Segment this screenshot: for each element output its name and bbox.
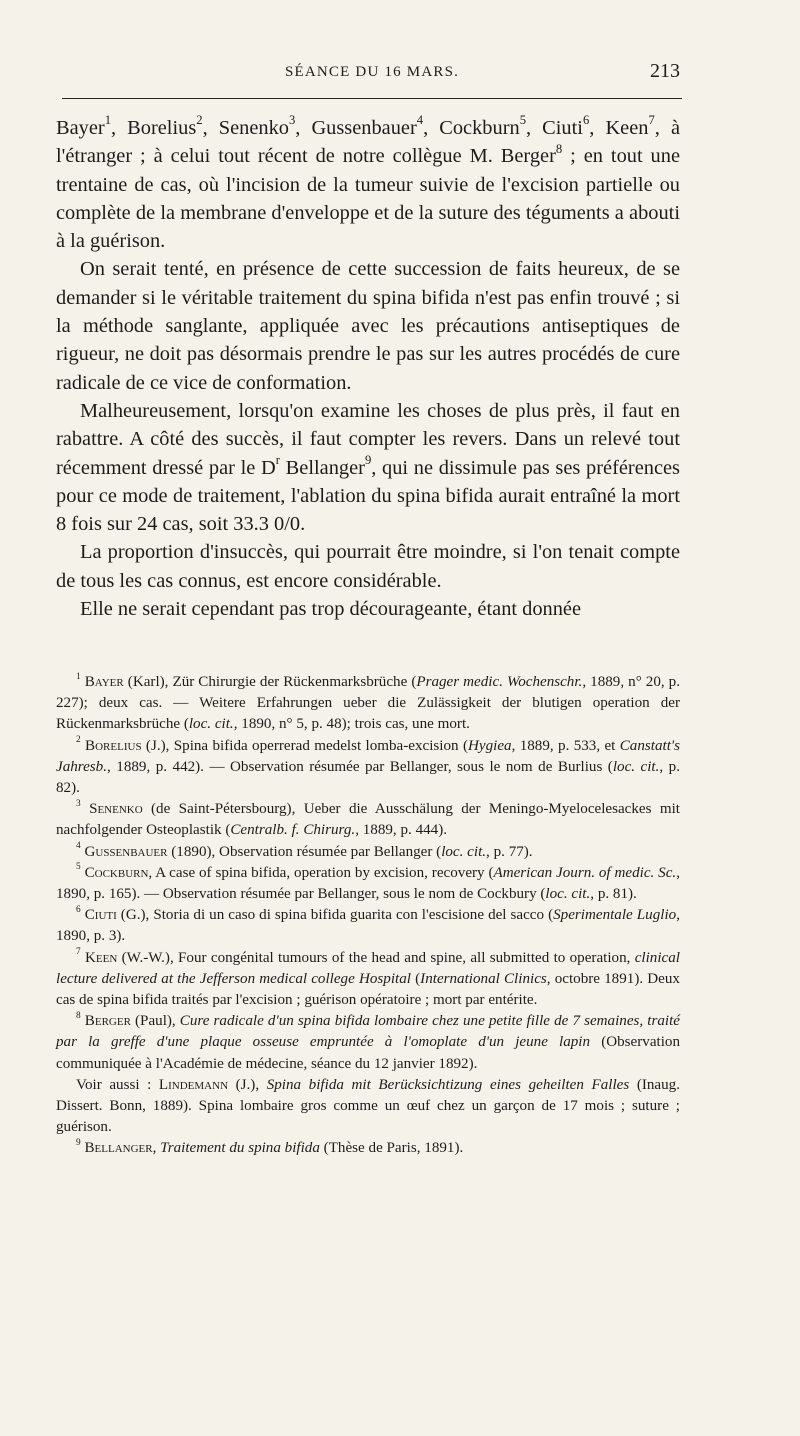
text-span: (W.-W.), Four congénital tumours of the head and spine, all submitted to operation, [117,949,635,966]
text-span: (Thèse de Paris, 1891). [319,1140,464,1157]
citation-title: Sperimentale Luglio [553,907,677,924]
text-span: (de Saint-Pétersbourg), Ueber die Ausschälung der Meningo-Myelocelesackes mit nachfolgender Osteoplastik ( [56,801,680,839]
footnote-1 [56,672,680,736]
footnote-author: Berger [84,1013,131,1030]
footnote-number: 7 [76,947,81,958]
footnote-author: Ciuti [84,907,117,924]
footnote-author: Lindemann [158,1076,229,1093]
text-span: , p. 77). [486,843,533,860]
text-span: , Keen [589,117,649,139]
text-span: , A case of spina bifida, operation by excision, recovery ( [148,864,494,881]
text-span: (G.), Storia di un caso di spina bifida guarita con l'escisione del sacco ( [116,907,554,924]
footnote-ref-2: 2 [196,113,203,128]
text-span: , 1889, p. 533, et [511,737,620,754]
citation-title: Spina bifida mit Berücksichtizung eines geheilten Falles [266,1076,630,1093]
text-span: , p. 82). [56,758,680,797]
footnote-ref-7: 7 [648,113,655,128]
text-span: , [152,1140,161,1157]
text-span: Malheureusement, lorsqu'on examine les choses de plus près, il faut en rabattre. A côté des succès, il faut compter les revers. Dans un relevé tout récemment dressé par le D [56,399,680,479]
footnote-4 [56,842,680,863]
text-span: (J.), Spina bifida operrerad medelst lomba-excision ( [141,737,468,754]
text-span: , 1890, n° 5, p. 48); trois cas, une mort. [233,716,470,733]
footnote-3 [56,799,680,841]
text-span: , 1890, p. 165). — Observation résumée par Bellanger, sous le nom de Cockbury ( [56,864,680,903]
footnote-number: 1 [76,671,81,682]
text-span: Bayer [56,117,105,139]
text-span: ; en tout une trentaine de cas, où l'incision de la tumeur suivie de l'excision partielle ou complète de la membrane d'enveloppe et de la suture des téguments a abouti à la guérison. [56,145,680,253]
paragraph-3 [56,397,680,538]
text-span: , Gussenbauer [295,117,417,139]
footnote-5 [56,863,680,905]
footnote-number: 4 [76,841,81,852]
doctor-abbrev-sup: r [275,452,280,467]
text-span: (Paul), [130,1013,180,1030]
footnote-author: Gussenbauer [84,843,168,860]
footnote-ref-1: 1 [104,113,111,128]
footnote-author: Senenko [89,801,143,818]
citation-title: International Clinics [420,970,547,987]
footnote-6 [56,905,680,947]
page-number: 213 [650,60,680,82]
footnotes [56,672,680,1160]
citation-title: Traitement du spina bifida [160,1140,320,1157]
footnote-author: Bayer [84,674,124,690]
footnote-number: 3 [76,798,81,809]
text-span: , p. 81). [590,886,637,903]
text-span: , 1889, p. 442). — Observation résumée par Bellanger, sous le nom de Burlius ( [107,758,613,775]
footnote-author: Keen [85,949,118,966]
citation-title: Hygiea [467,737,512,754]
footnote-ref-6: 6 [582,113,590,128]
footnote-9 [56,1138,680,1159]
footnote-ref-8: 8 [555,141,563,156]
text-span: (Observation communiquée à l'Académie de médecine, séance du 12 janvier 1892). [56,1034,680,1072]
text-span: , Ciuti [526,117,583,139]
footnote-number: 8 [76,1010,81,1021]
footnote-author: Borelius [85,737,142,754]
citation-title: loc. cit. [188,716,234,733]
text-span: (J.), [228,1076,267,1093]
text-span: , 1890, p. 3). [56,907,680,945]
paragraph-2: On serait tenté, en présence de cette succession de faits heureux, de se demander si le véritable traitement du spina bifida n'est pas enfin trouvé ; si la méthode sanglante, appliquée avec les précautions antiseptiques de rigueur, ne doit pas désormais prendre le pas sur les autres procédés de cure radicale de ce vice de conformation. [56,258,680,394]
header-rule [62,98,682,99]
text-span: , Cockburn [423,117,520,139]
footnote-2 [56,736,680,800]
citation-title: Prager medic. Wochenschr. [416,674,583,690]
text-span: Bellanger [279,456,365,479]
paragraph-4: La proportion d'insuccès, qui pourrait être moindre, si l'on tenait compte de tous les cas connus, est encore considérable. [56,541,680,592]
page-header [62,60,682,92]
text-span: Voir aussi : [76,1076,159,1093]
text-span: , Borelius [111,117,197,139]
citation-title: Canstatt's Jahresb. [56,737,680,775]
footnote-number: 2 [76,735,81,746]
footnote-author: Bellanger [84,1140,153,1157]
text-span: , 1889, n° 20, p. 227); deux cas. — Weitere Erfahrungen ueber die Zulässigkeit der blutigen operation der Rückenmarksbrüche ( [56,674,680,733]
footnote-8-see-also [56,1075,680,1139]
citation-title: American Journ. of medic. Sc. [493,864,677,881]
citation-title: Cure radicale d'un spina bifida lombaire chez une petite fille de 7 semaines, traité par la greffe d'une plaque osseuse empruntée à l'omoplate d'un jeune lapin [56,1013,680,1051]
text-span: (Karl), Zür Chirurgie der Rückenmarksbrüche ( [123,674,417,690]
citation-title: loc. cit. [545,886,591,903]
text-span: (Inaug. Dissert. Bonn, 1889). Spina lombaire gros comme un œuf chez un garçon de 17 mois ; suture ; guérison. [56,1076,680,1136]
footnote-ref-5: 5 [519,113,526,128]
citation-title: loc. cit. [441,843,487,860]
paragraph-1 [56,114,680,255]
footnote-number: 5 [76,862,81,873]
footnote-number: 9 [76,1138,81,1149]
text-span: , octobre 1891). Deux cas de spina bifida traités par l'excision ; guérison opératoire ; mort par entérite. [56,970,680,1009]
footnote-ref-9: 9 [364,452,372,467]
footnote-7 [56,948,680,1012]
text-span: , 1889, p. 444). [355,822,448,839]
footnote-ref-3: 3 [288,113,296,128]
footnote-8 [56,1011,680,1075]
footnote-ref-4: 4 [416,113,424,128]
text-span: , qui ne dissimule pas ses préférences pour ce mode de traitement, l'ablation du spina bifida aurait entraîné la mort 8 fois sur 24 cas, soit 33.3 0/0. [56,456,680,536]
citation-title: loc. cit. [612,758,660,775]
main-text [56,114,680,623]
running-head: SÉANCE DU 16 MARS. [284,64,460,80]
footnote-number: 6 [76,904,81,915]
footnote-author: Cockburn [84,864,149,881]
citation-title: Centralb. f. Chirurg. [230,822,356,839]
paragraph-5: Elle ne serait cependant pas trop décourageante, étant donnée [80,598,582,621]
text-span: ( [410,970,421,987]
citation-title: clinical lecture delivered at the Jefferson medical college Hospital [56,949,680,987]
text-span: (1890), Observation résumée par Bellanger ( [167,843,442,860]
text-span: , Senenko [202,117,289,139]
text-span: , à l'étranger ; à celui tout récent de notre collègue M. Berger [56,117,681,168]
